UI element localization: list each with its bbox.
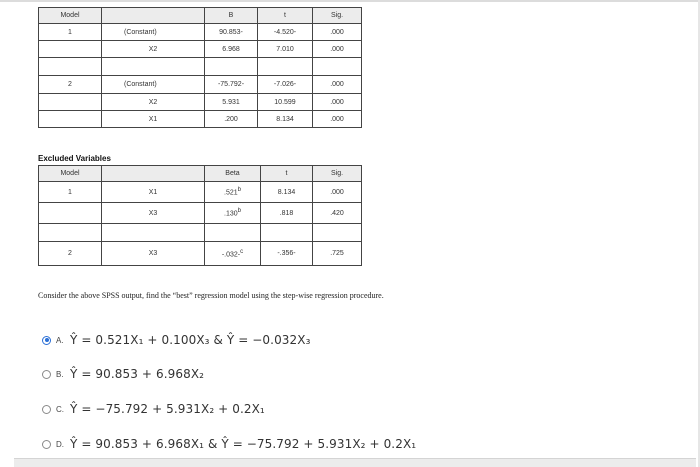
spacer-row: [39, 224, 362, 242]
variable-cell: X3: [102, 203, 205, 224]
t-cell: 7.010: [258, 41, 313, 58]
model-label: 2: [39, 242, 102, 266]
excluded-variables-title: Excluded Variables: [38, 154, 111, 163]
table-header-row: [39, 166, 362, 182]
table-row: [39, 24, 362, 41]
t-cell: -.356-: [261, 242, 313, 266]
model-label: 1: [39, 182, 102, 203]
header-model: Model: [39, 166, 102, 182]
t-cell: 8.134: [258, 111, 313, 128]
top-border: [0, 0, 700, 2]
t-cell: -7.026-: [258, 76, 313, 94]
radio-icon[interactable]: [42, 405, 51, 414]
sig-cell: .725: [313, 242, 362, 266]
model-label: 2: [39, 76, 102, 94]
table-row: [39, 94, 362, 111]
b-cell: -75.792-: [205, 76, 258, 94]
option-formula: Ŷ = −75.792 + 5.931X₂ + 0.2X₁: [70, 402, 265, 416]
sig-cell: .000: [313, 111, 362, 128]
variable-cell: (Constant): [102, 24, 205, 41]
t-cell: 8.134: [261, 182, 313, 203]
header-b: B: [205, 8, 258, 24]
option-d[interactable]: [42, 435, 416, 453]
option-formula: Ŷ = 90.853 + 6.968X₂: [70, 367, 205, 381]
spacer-row: [39, 58, 362, 76]
option-formula: Ŷ = 0.521X₁ + 0.100X₃ & Ŷ = −0.032X₃: [70, 333, 311, 347]
table-header-row: [39, 8, 362, 24]
header-t: t: [261, 166, 313, 182]
sig-cell: .420: [313, 203, 362, 224]
table-row: [39, 203, 362, 224]
beta-cell: .130$^b$: [205, 203, 261, 224]
header-sig: Sig.: [313, 8, 362, 24]
excluded-variables-table: [38, 165, 362, 266]
sig-cell: .000: [313, 94, 362, 111]
sig-cell: .000: [313, 24, 362, 41]
variable-cell: X1: [102, 111, 205, 128]
header-variable: [102, 8, 205, 24]
option-a[interactable]: [42, 331, 311, 349]
t-cell: 10.599: [258, 94, 313, 111]
sig-cell: .000: [313, 182, 362, 203]
coefficients-table: [38, 7, 362, 128]
variable-cell: X1: [102, 182, 205, 203]
option-letter: C.: [56, 404, 64, 414]
option-c[interactable]: [42, 400, 265, 418]
header-model: Model: [39, 8, 102, 24]
variable-cell: X2: [102, 94, 205, 111]
variable-cell: X3: [102, 242, 205, 266]
option-letter: A.: [56, 335, 64, 345]
header-sig: Sig.: [313, 166, 362, 182]
option-formula: Ŷ = 90.853 + 6.968X₁ & Ŷ = −75.792 + 5.931X₂ + 0.2X₁: [70, 437, 417, 451]
b-cell: 90.853-: [205, 24, 258, 41]
table-row: [39, 182, 362, 203]
variable-cell: (Constant): [102, 76, 205, 94]
sig-cell: .000: [313, 41, 362, 58]
variable-cell: X2: [102, 41, 205, 58]
table-row: [39, 76, 362, 94]
header-t: t: [258, 8, 313, 24]
t-cell: .818: [261, 203, 313, 224]
radio-selected-icon[interactable]: [42, 336, 51, 345]
header-variable: [102, 166, 205, 182]
bottom-bar: [14, 458, 696, 467]
b-cell: .200: [205, 111, 258, 128]
option-b[interactable]: [42, 365, 204, 383]
radio-icon[interactable]: [42, 370, 51, 379]
beta-cell: -.032-$^c$: [205, 242, 261, 266]
table-row: [39, 242, 362, 266]
b-cell: 6.968: [205, 41, 258, 58]
table-row: [39, 41, 362, 58]
b-cell: 5.931: [205, 94, 258, 111]
radio-icon[interactable]: [42, 440, 51, 449]
header-beta: Beta: [205, 166, 261, 182]
beta-cell: .521$^b$: [205, 182, 261, 203]
sig-cell: .000: [313, 76, 362, 94]
option-letter: B.: [56, 369, 64, 379]
t-cell: -4.520-: [258, 24, 313, 41]
question-text: Consider the above SPSS output, find the “best” regression model using the step-wise regression procedure.: [38, 291, 384, 300]
option-letter: D.: [56, 439, 64, 449]
model-label: 1: [39, 24, 102, 41]
table-row: [39, 111, 362, 128]
